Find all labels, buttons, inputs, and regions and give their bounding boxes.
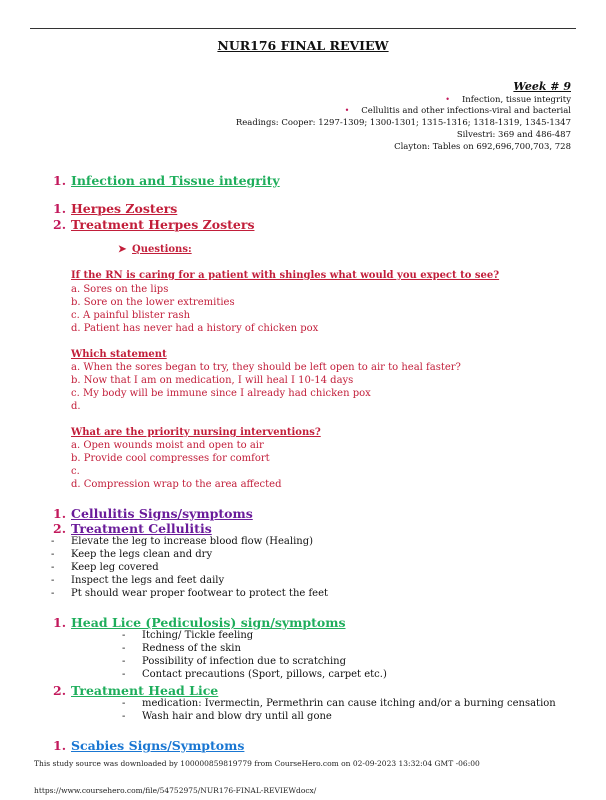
arrow-icon: ➤ — [118, 244, 127, 255]
meta-bullet: • Infection, tissue integrity — [445, 95, 571, 105]
list-item: - Redness of the skin — [122, 643, 241, 654]
list-item: - Itching/ Tickle feeling — [122, 630, 254, 641]
list-item: - Keep the legs clean and dry — [51, 549, 213, 560]
q2-option: b. Now that I am on medication, I will heal I 10-14 days — [71, 375, 354, 386]
list-item: - Wash hair and blow dry until all gone — [122, 711, 332, 722]
list-item: - Keep leg covered — [51, 562, 159, 573]
q3-option: a. Open wounds moist and open to air — [71, 440, 264, 451]
q1-option: d. Patient has never had a history of chicken pox — [71, 323, 319, 334]
q1-option: b. Sore on the lower extremities — [71, 297, 235, 308]
q2-option: a. When the sores began to try, they should be left open to air to heal faster? — [71, 362, 461, 373]
page-title: NUR176 FINAL REVIEW — [217, 38, 389, 53]
source-url[interactable]: https://www.coursehero.com/file/54752975/NUR176-FINAL-REVIEWdocx/ — [34, 786, 317, 795]
q3-option: d. Compression wrap to the area affected — [71, 479, 282, 490]
heading-scabies: 1. Scabies Signs/Symptoms — [53, 738, 245, 753]
top-rule — [30, 28, 576, 29]
bullet-dot-icon: • — [344, 106, 350, 115]
list-item: - medication: Ivermectin, Permethrin can cause itching and/or a burning censation — [122, 698, 556, 709]
heading-treat-cellulitis: 2. Treatment Cellulitis — [53, 521, 212, 536]
q2-header: Which statement — [71, 349, 167, 360]
list-item: - Pt should wear proper footwear to protect the feet — [51, 588, 329, 599]
meta-silvestri: Silvestri: 369 and 486-487 — [456, 130, 571, 140]
bullet-dot-icon: • — [445, 95, 450, 104]
heading-treat-herpes: 2. Treatment Herpes Zosters — [53, 217, 255, 232]
list-item: - Contact precautions (Sport, pillows, carpet etc.) — [122, 669, 387, 680]
list-item: - Elevate the leg to increase blood flow (Healing) — [51, 536, 314, 547]
q1-header: If the RN is caring for a patient with shingles what would you expect to see? — [71, 270, 500, 281]
q2-option: c. My body will be immune since I already had chicken pox — [71, 388, 371, 399]
q1-option: c. A painful blister rash — [71, 310, 191, 321]
heading-lice: 1. Head Lice (Pediculosis) sign/symptoms — [53, 615, 346, 630]
week-label: Week # 9 — [513, 80, 571, 93]
list-item: - Inspect the legs and feet daily — [51, 575, 225, 586]
list-item: - Possibility of infection due to scratching — [122, 656, 346, 667]
download-notice: This study source was downloaded by 100000859819779 from CourseHero.com on 02-09-2023 13:32:04 GMT -06:00 — [34, 759, 480, 768]
q3-option: b. Provide cool compresses for comfort — [71, 453, 270, 464]
heading-infection: 1. Infection and Tissue integrity — [53, 173, 280, 188]
q1-option: a. Sores on the lips — [71, 284, 169, 295]
meta-clayton: Clayton: Tables on 692,696,700,703, 728 — [394, 142, 571, 152]
meta-readings: Readings: Cooper: 1297-1309; 1300-1301; 1315-1316; 1318-1319, 1345-1347 — [235, 118, 571, 128]
heading-herpes: 1. Herpes Zosters — [53, 201, 178, 216]
heading-cellulitis: 1. Cellulitis Signs/symptoms — [53, 506, 253, 521]
heading-treat-lice: 2. Treatment Head Lice — [53, 683, 219, 698]
q3-header: What are the priority nursing interventions? — [71, 427, 321, 438]
q3-option: c. — [71, 466, 80, 477]
q2-option: d. — [71, 401, 81, 412]
meta-bullet: • Cellulitis and other infections-viral and bacterial — [344, 106, 571, 116]
questions-label: ➤ Questions: — [118, 244, 192, 255]
